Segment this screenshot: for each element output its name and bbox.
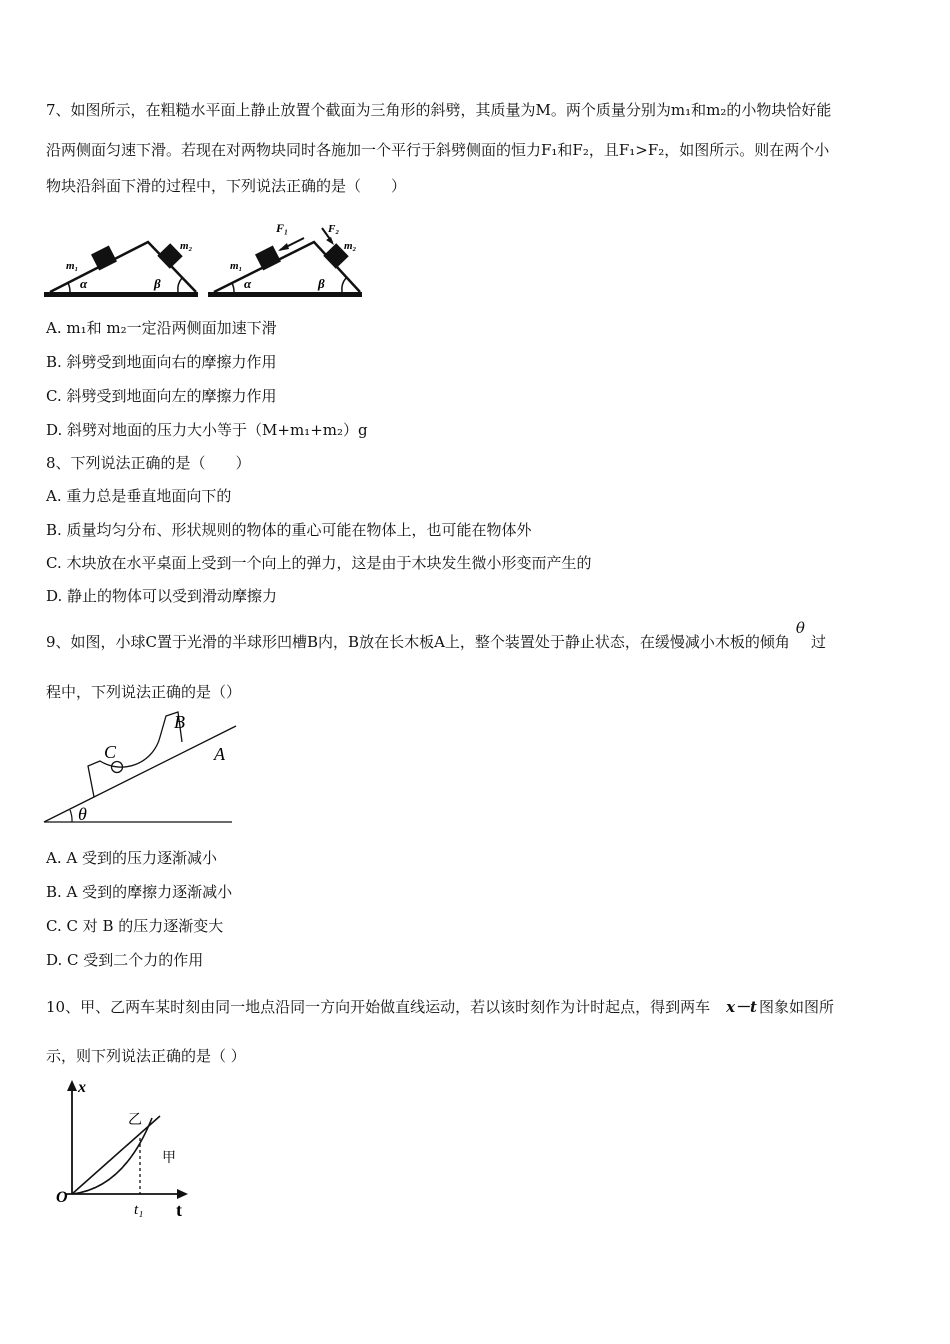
q10-xt-symbol: x－t (726, 998, 757, 1016)
q7-label-m1-right: m₁ (230, 260, 243, 272)
q10-label-t1: t₁ (134, 1202, 144, 1218)
q8-option-d[interactable]: D. 静止的物体可以受到滑动摩擦力 (46, 587, 278, 605)
q10-label-jia: 甲 (162, 1151, 176, 1166)
q7-label-m2: m₂ (180, 240, 193, 252)
q10-stem-line-2: 示，则下列说法正确的是（ ） (46, 1047, 246, 1065)
q7-stem-line-3: 物块沿斜面下滑的过程中，下列说法正确的是（ ） (46, 177, 407, 195)
q9-option-d[interactable]: D. C 受到二个力的作用 (46, 951, 204, 969)
q9-option-a[interactable]: A. A 受到的压力逐渐减小 (46, 849, 217, 867)
q10-label-yi: 乙 (128, 1113, 142, 1128)
q9-theta-symbol: θ (795, 619, 805, 637)
q8-option-b[interactable]: B. 质量均匀分布、形状规则的物体的重心可能在物体上，也可能在物体外 (46, 521, 532, 539)
q7-label-beta: β (154, 276, 161, 291)
q7-label-alpha-right: α (244, 276, 252, 291)
q10-stem-tail: 图象如图所 (758, 998, 834, 1016)
q9-incline-figure (42, 710, 242, 830)
q10-label-origin: O (56, 1189, 68, 1206)
q9-option-c[interactable]: C. C 对 B 的压力逐渐变大 (46, 917, 224, 935)
q8-option-c[interactable]: C. 木块放在水平桌面上受到一个向上的弹力，这是由于木块发生微小形变而产生的 (46, 554, 592, 572)
q7-label-beta-right: β (318, 276, 325, 291)
q7-option-b[interactable]: B. 斜劈受到地面向右的摩擦力作用 (46, 353, 277, 371)
q7-stem-line-1: 7、如图所示，在粗糙水平面上静止放置个截面为三角形的斜劈，其质量为M。两个质量分别为m₁和m₂的小物块恰好能 (46, 101, 832, 119)
q10-stem-text: 10、甲、乙两车某时刻由同一地点沿同一方向开始做直线运动，若以该时刻作为计时起点，得到两车 (46, 998, 711, 1016)
q10-stem-line-1 (46, 997, 834, 1017)
q9-stem-line-2: 程中，下列说法正确的是（） (46, 683, 242, 701)
q7-label-m1: m₁ (66, 260, 79, 272)
q10-label-x: x (78, 1079, 86, 1096)
q8-option-a[interactable]: A. 重力总是垂直地面向下的 (46, 487, 232, 505)
q9-stem-line-1 (46, 619, 826, 652)
q9-stem-text: 9、如图，小球C置于光滑的半球形凹槽B内，B放在长木板A上，整个装置处于静止状态，在缓慢减小木板的倾角 (46, 633, 790, 651)
q9-label-theta: θ (78, 804, 87, 824)
q7-label-m2-right: m₂ (344, 240, 357, 252)
q7-option-a[interactable]: A. m₁和 m₂一定沿两侧面加速下滑 (46, 319, 277, 337)
q9-label-B: B (174, 712, 185, 732)
q7-option-d[interactable]: D. 斜劈对地面的压力大小等于（M+m₁+m₂）g (46, 421, 368, 439)
q7-label-alpha: α (80, 276, 88, 291)
q7-stem-line-2: 沿两侧面匀速下滑。若现在对两物块同时各施加一个平行于斜劈侧面的恒力F₁和F₂，且F₁>F₂，如图所示。则在两个小 (46, 141, 830, 159)
q9-label-C: C (104, 742, 117, 762)
q7-label-F1: F₁ (276, 221, 289, 235)
q9-label-A: A (214, 744, 225, 764)
q7-label-F2: F₂ (328, 223, 340, 235)
q10-xt-graph (52, 1078, 202, 1218)
q10-label-t: t (176, 1200, 182, 1218)
q7-option-c[interactable]: C. 斜劈受到地面向左的摩擦力作用 (46, 387, 277, 405)
q7-wedge-figure (42, 220, 372, 302)
q9-stem-tail: 过 (810, 633, 826, 651)
q9-option-b[interactable]: B. A 受到的摩擦力逐渐减小 (46, 883, 233, 901)
q8-stem: 8、下列说法正确的是（ ） (46, 454, 251, 472)
